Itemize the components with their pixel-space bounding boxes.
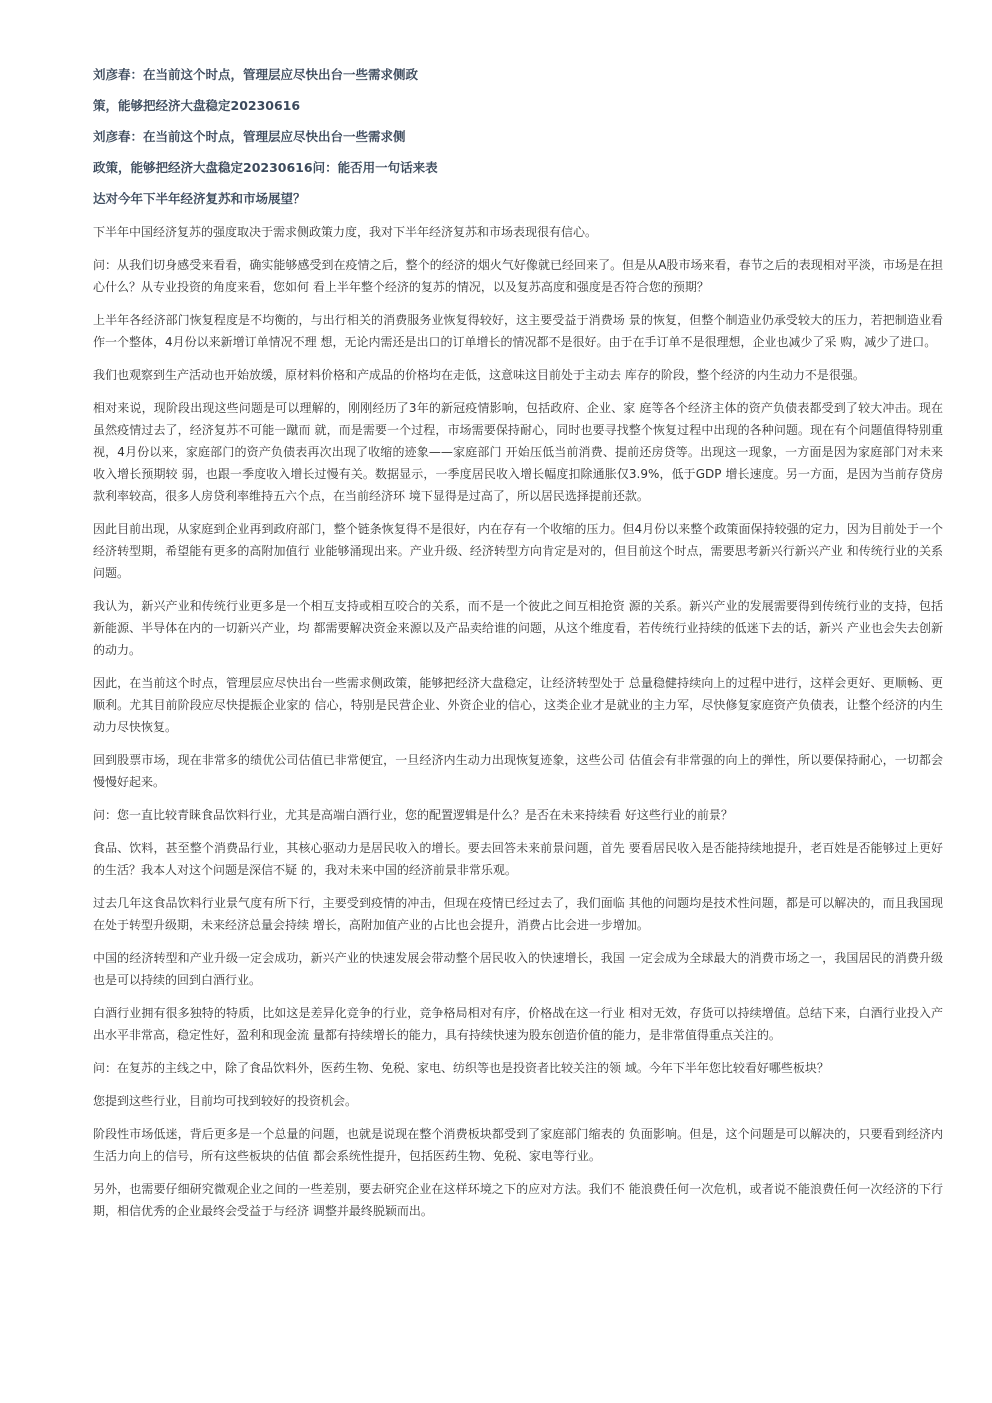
article-title-line-3: 刘彦春：在当前这个时点，管理层应尽快出台一些需求侧 [93, 129, 406, 144]
paragraph-summary: 下半年中国经济复苏的强度取决于需求侧政策力度，我对下半年经济复苏和市场表现很有信心。 [93, 225, 598, 239]
paragraph-question-3: 问：在复苏的主线之中，除了食品饮料外，医药生物、免税、家电、纺织等也是投资者比较关注的领 域。今年下半年您比较看好哪些板块？ [93, 1061, 829, 1075]
paragraph-answer-1f: 因此，在当前这个时点，管理层应尽快出台一些需求侧政策，能够把经济大盘稳定，让经济转型处于 总量稳健持续向上的过程中进行，这样会更好、更顺畅、更顺利。尤其目前阶段应尽快提振企业家的 信心，特别是民营企业、外资企业的信心，这类企业才是就业的主力军，尽快修复家庭资产负债表，让整个经济的内生动力尽快恢复。 [93, 676, 943, 734]
paragraph-answer-2d: 白酒行业拥有很多独特的特质，比如这是差异化竞争的行业，竞争格局相对有序，价格战在这一行业 相对无效，存货可以持续增值。总结下来，白酒行业投入产出水平非常高，稳定性好，盈利和现金流 量都有持续增长的能力，具有持续快速为股东创造价值的能力，是非常值得重点关注的。 [93, 1006, 943, 1042]
paragraph-answer-1e: 我认为，新兴产业和传统行业更多是一个相互支持或相互咬合的关系，而不是一个彼此之间互相抢资 源的关系。新兴产业的发展需要得到传统行业的支持，包括新能源、半导体在内的一切新兴产业，均 都需要解决资金来源以及产品卖给谁的问题，从这个维度看，若传统行业持续的低迷下去的话，新兴 产业也会失去创新的动力。 [93, 599, 943, 657]
paragraph-answer-1b: 我们也观察到生产活动也开始放缓，原材料价格和产成品的价格均在走低，这意味这目前处于主动去 库存的阶段，整个经济的内生动力不是很强。 [93, 368, 865, 382]
article-title-line-1: 刘彦春：在当前这个时点，管理层应尽快出台一些需求侧政 [93, 67, 419, 82]
paragraph-answer-2b: 过去几年这食品饮料行业景气度有所下行，主要受到疫情的冲击，但现在疫情已经过去了，我们面临 其他的问题均是技术性问题，都是可以解决的，而且我国现在处于转型升级期，未来经济总量会持续 增长，高附加值产业的占比也会提升，消费占比会进一步增加。 [93, 896, 943, 932]
paragraph-answer-3a: 您提到这些行业，目前均可找到较好的投资机会。 [93, 1094, 358, 1108]
paragraph-question-2: 问：您一直比较青睐食品饮料行业，尤其是高端白酒行业，您的配置逻辑是什么？是否在未来持续看 好这些行业的前景？ [93, 808, 733, 822]
paragraph-answer-3b: 阶段性市场低迷，背后更多是一个总量的问题，也就是说现在整个消费板块都受到了家庭部门缩表的 负面影响。但是，这个问题是可以解决的，只要看到经济内生活力向上的信号，所有这些板块的估值 都会系统性提升，包括医药生物、免税、家电等行业。 [93, 1127, 943, 1163]
paragraph-question-1: 问：从我们切身感受来看看，确实能够感受到在疫情之后，整个的经济的烟火气好像就已经回来了。但是从A股市场来看，春节之后的表现相对平淡，市场是在担心什么？从专业投资的角度来看，您如何 看上半年整个经济的复苏的情况，以及复苏高度和强度是否符合您的预期？ [93, 258, 943, 294]
article-title-line-2: 策，能够把经济大盘稳定20230616 [93, 98, 301, 113]
paragraph-answer-1c: 相对来说，现阶段出现这些问题是可以理解的，刚刚经历了3年的新冠疫情影响，包括政府、企业、家 庭等各个经济主体的资产负债表都受到了较大冲击。现在虽然疫情过去了，经济复苏不可能一蹴而 就，而是需要一个过程，市场需要保持耐心，同时也要寻找整个恢复过程中出现的各种问题。现在有个问题值得特别重视，4月份以来，家庭部门的资产负债表再次出现了收缩的迹象——家庭部门 开始压低当前消费、提前还房贷等。出现这一现象，一方面是因为家庭部门对未来收入增长预期较 弱，也跟一季度收入增长过慢有关。数据显示，一季度居民收入增长幅度扣除通胀仅3.9%，低于GDP 增长速度。另一方面，是因为当前存贷房款利率较高，很多人房贷利率维持五六个点，在当前经济环 境下显得是过高了，所以居民选择提前还款。 [93, 401, 943, 503]
article-title-line-5: 达对今年下半年经济复苏和市场展望？ [93, 191, 306, 206]
article [93, 66, 943, 1233]
paragraph-answer-2c: 中国的经济转型和产业升级一定会成功，新兴产业的快速发展会带动整个居民收入的快速增长，我国 一定会成为全球最大的消费市场之一，我国居民的消费升级也是可以持续的回到白酒行业。 [93, 951, 943, 987]
paragraph-answer-1a: 上半年各经济部门恢复程度是不均衡的，与出行相关的消费服务业恢复得较好，这主要受益于消费场 景的恢复，但整个制造业仍承受较大的压力，若把制造业看作一个整体，4月份以来新增订单情况不理 想，无论内需还是出口的订单增长的情况都不是很好。由于在手订单不是很理想，企业也减少了采 购，减少了进口。 [93, 313, 943, 349]
paragraph-answer-1g: 回到股票市场，现在非常多的绩优公司估值已非常便宜，一旦经济内生动力出现恢复迹象，这些公司 估值会有非常强的向上的弹性，所以要保持耐心，一切都会慢慢好起来。 [93, 753, 943, 789]
paragraph-answer-2a: 食品、饮料，甚至整个消费品行业，其核心驱动力是居民收入的增长。要去回答未来前景问题，首先 要看居民收入是否能持续地提升，老百姓是否能够过上更好的生活？我本人对这个问题是深信不疑 的，我对未来中国的经济前景非常乐观。 [93, 841, 943, 877]
paragraph-answer-1d: 因此目前出现，从家庭到企业再到政府部门，整个链条恢复得不是很好，内在存有一个收缩的压力。但4月份以来整个政策面保持较强的定力，因为目前处于一个经济转型期，希望能有更多的高附加值行 业能够涌现出来。产业升级、经济转型方向肯定是对的，但目前这个时点，需要思考新兴行新兴产业 和传统行业的关系问题。 [93, 522, 943, 580]
paragraph-answer-3c: 另外，也需要仔细研究微观企业之间的一些差别，要去研究企业在这样环境之下的应对方法。我们不 能浪费任何一次危机，或者说不能浪费任何一次经济的下行期，相信优秀的企业最终会受益于与经济 调整并最终脱颖而出。 [93, 1182, 943, 1218]
article-title-line-4: 政策，能够把经济大盘稳定20230616问：能否用一句话来表 [93, 160, 438, 175]
